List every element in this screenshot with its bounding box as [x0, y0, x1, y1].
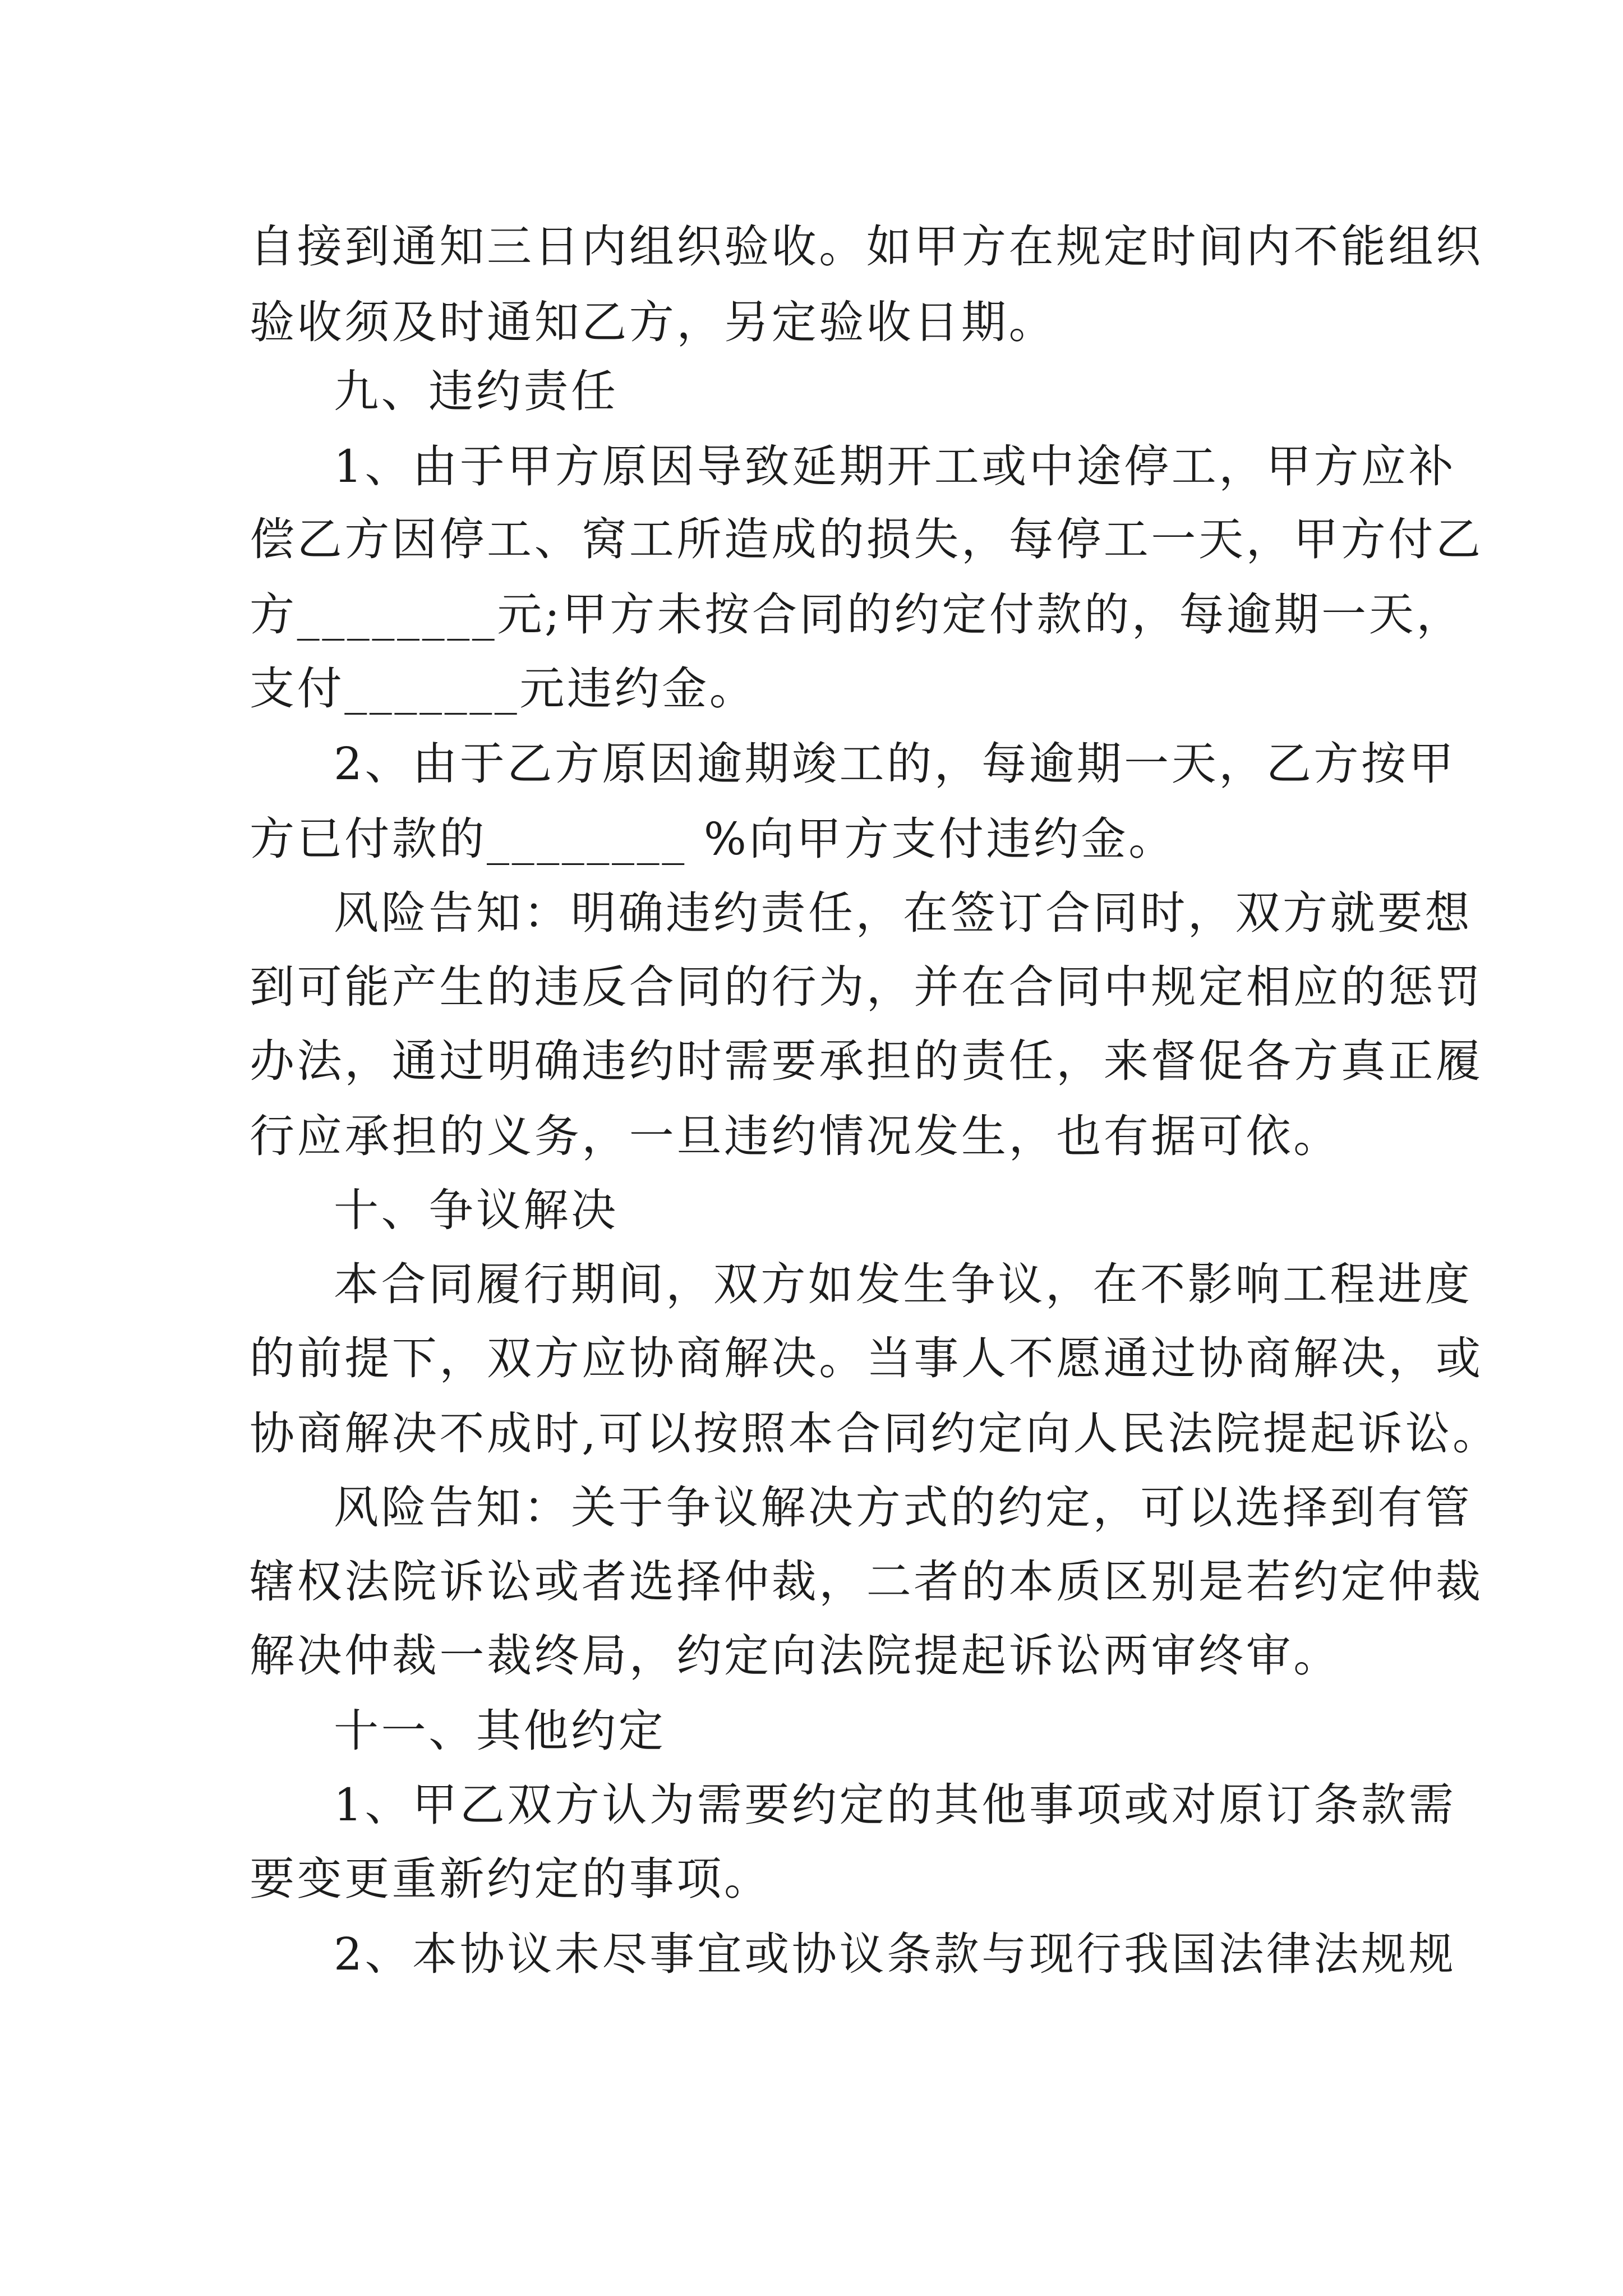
text-line: 办法，通过明确违约时需要承担的责任，来督促各方真正履 [250, 1035, 1483, 1087]
text-line: 的前提下，双方应协商解决。当事人不愿通过协商解决，或 [250, 1332, 1483, 1384]
text-line: 到可能产生的违反合同的行为，并在合同中规定相应的惩罚 [250, 961, 1483, 1013]
text-line: 验收须及时通知乙方，另定验收日期。 [250, 296, 1057, 348]
text-line: 风险告知：明确违约责任，在签订合同时，双方就要想 [334, 887, 1473, 939]
text-line: 解决仲裁一裁终局，约定向法院提起诉讼两审终审。 [250, 1630, 1341, 1682]
section-heading: 九、违约责任 [334, 365, 619, 417]
text-line: 支付_______元违约金。 [250, 662, 757, 715]
text-line: 方________元;甲方未按合同的约定付款的，每逾期一天， [250, 588, 1464, 641]
text-line: 偿乙方因停工、窝工所造成的损失，每停工一天，甲方付乙 [250, 513, 1483, 565]
text-line: 要变更重新约定的事项。 [250, 1853, 772, 1905]
text-line: 协商解决不成时,可以按照本合同约定向人民法院提起诉讼。 [250, 1407, 1500, 1460]
text-line: 方已付款的________ %向甲方支付违约金。 [250, 813, 1176, 865]
text-line: 本合同履行期间，双方如发生争议，在不影响工程进度 [334, 1258, 1473, 1310]
text-line: 风险告知：关于争议解决方式的约定，可以选择到有管 [334, 1481, 1473, 1534]
text-line: 2、由于乙方原因逾期竣工的，每逾期一天，乙方按甲 [334, 738, 1456, 790]
text-line: 自接到通知三日内组织验收。如甲方在规定时间内不能组织 [250, 220, 1483, 273]
section-heading: 十、争议解决 [334, 1184, 619, 1236]
text-line: 行应承担的义务，一旦违约情况发生，也有据可依。 [250, 1110, 1341, 1162]
text-line: 1、由于甲方原因导致延期开工或中途停工，甲方应补 [334, 440, 1456, 493]
text-line: 辖权法院诉讼或者选择仲裁，二者的本质区别是若约定仲裁 [250, 1556, 1483, 1608]
section-heading: 十一、其他约定 [334, 1705, 666, 1757]
text-line: 1、甲乙双方认为需要约定的其他事项或对原订条款需 [334, 1779, 1456, 1831]
text-line: 2、本协议未尽事宜或协议条款与现行我国法律法规规 [334, 1928, 1456, 1980]
